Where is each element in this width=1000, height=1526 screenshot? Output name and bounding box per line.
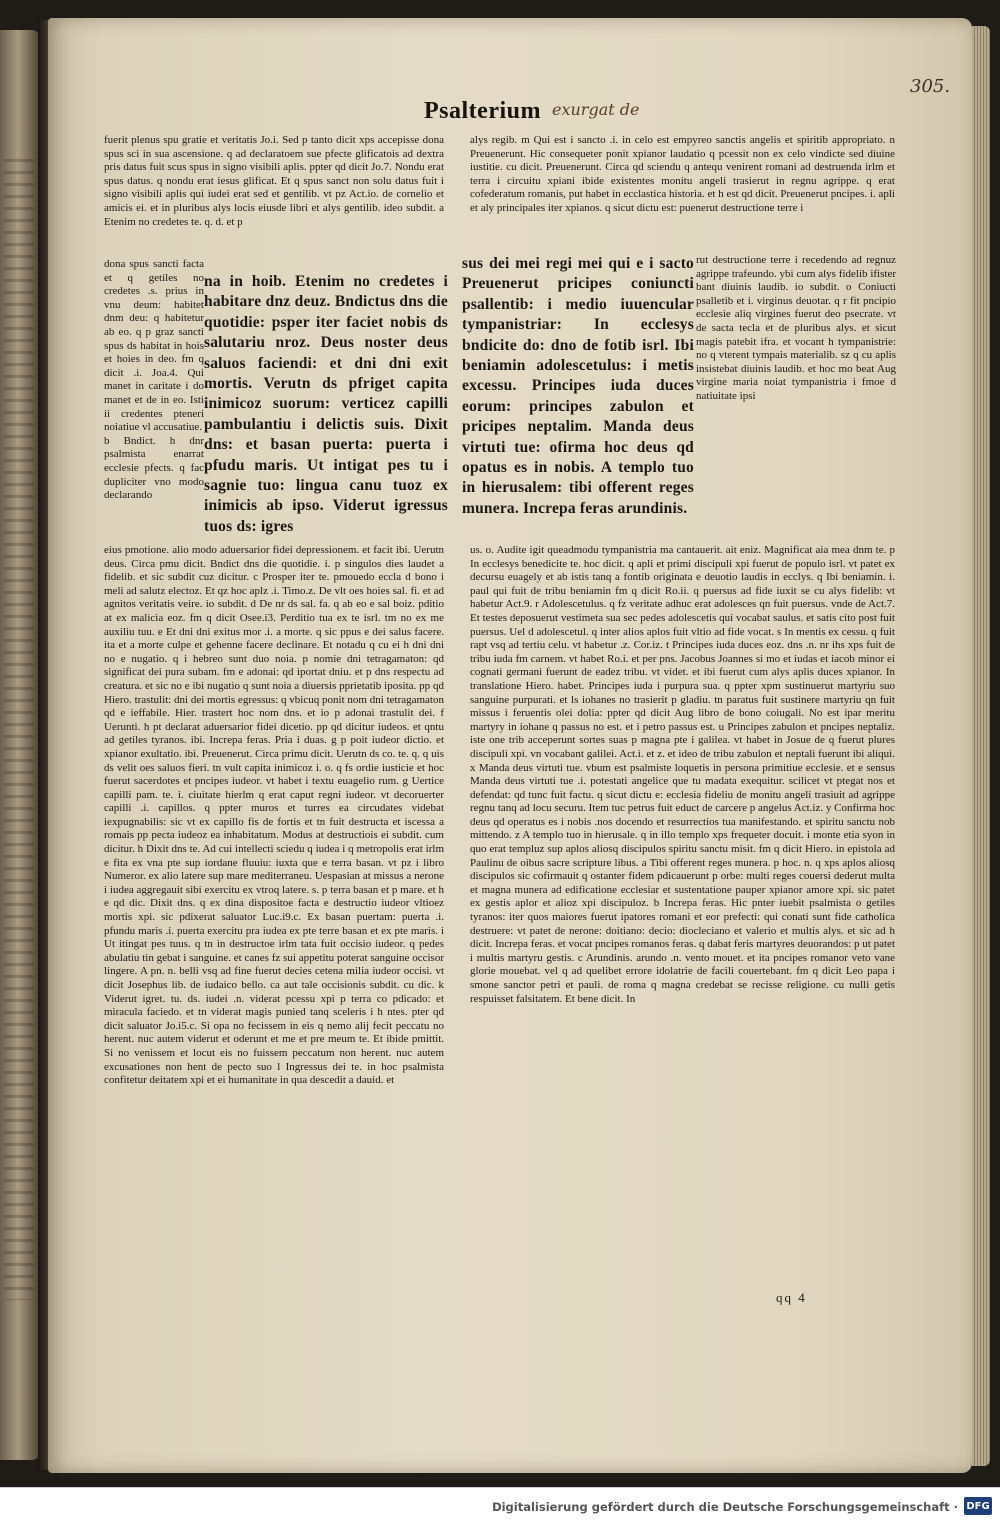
signature-mark: qq 4 (776, 1290, 807, 1305)
psalm-text: na in hoib. Etenim no credetes i habitare dnz deuz. Bndictus dns die quotidie: psper iter faciet nobis ds salutariu nroz. Deus noster deus saluos faciendi: et dni dni exit mortis. Verutn ds pfriget capita inimicoz suorum: verticez capilli pambulantiu i delictis suis. Dixit dns: et basan puerta: puerta i pfudu maris. Ut intigat pes tu i sagnie tuo: lingua canu tuoz ex inimicis ab ipso. Viderut igressus tuos ds: igres (204, 273, 448, 535)
facing-page-text-lines (4, 150, 34, 1300)
commentary-top-left (104, 134, 444, 258)
psalm-text: sus dei mei regi mei qui e i sacto Preuenerut pricipes coniuncti psallentib: i medio iuuencular tympanistriar: In ecclesys bndicite do: dno de fotib isrl. Ibi beniamin adolescetulus: i metis excessu. Principes iuda duces eorum: principes zabulon et pricipes neptalim. Manda deus virtuti tue: ofirma hoc deus qd opatus es in nobis. A templo tuo in hierusalem: tibi offerent reges munera. Increpa feras arundinis. (462, 255, 694, 517)
commentary-text: alys regib. m Qui est i sancto .i. in celo est empyreo sanctis angelis et spiritib appropriato. n Preuenerunt. Hic consequeter ponit xpianor laudatio q pcessit non ex celo vindicte sed diuine iustitie. cu dicit. Preuenerunt. Circa qd sciendu q antequ venirent romani ad destruenda irlm et terra i circuitu xpiani ibide existentes monitu angeli trasierut in regnu agrippe. q erat cofederatum romanis, put habet in ecclastica historia. et h est qd dicit. Preuenerut pncipes. i. apli et aly principales iter xpianos. q sicut dictu est: puenerut destructione terre i (470, 134, 895, 214)
commentary-lower-left (104, 544, 444, 1244)
psalm-text-left (204, 272, 448, 535)
handwritten-annotation: exurgat de (552, 100, 640, 119)
commentary-margin-left (104, 258, 204, 544)
footer-bar (0, 1487, 1000, 1526)
running-head: Psalterium (424, 98, 541, 124)
folio-number: 305. (910, 76, 951, 97)
commentary-text: us. o. Audite igit queadmodu tympanistria ma cantauerit. ait eniz. Magnificat aia mea dnm te. p In ecclesys benedicite te. hoc dicit. q apli et primi discipuli xpi fuerut de populo isrl. vt patet ex decursu euagely et ab istis tanq a fontib originata e deuotio laudis in ecclys. q Ibi beniamin. i. paul qui fuit de tribu beniamin fm q dicit Ro.ii. q puersus ad fide iuxit se cu alys fidelib: vt habetur Act.9. r Adolescetulus. q fz veritate adhuc erat adolesces qn fuit puersus. vnde de Act.7. Et testes deposuerut vestimeta sua sec pedes adolescetis qui vocabat saulus. et satis cito post fuit puersus. Uel d adolescetul. q inter alios aplos fuit vltio ad fide vocat. s In mentis ex cessu. q fuit rapt vsq ad tertiu celu. vt habetur .z. Cor.iz. t Principes iuda duces eoz. dns .n. nr ihs xps fuit de tribu iuda fm carnem. vt habet Ro.i. et per pns. Jacobus Joannes si mo et iudas et iacob minor ei cognati germani fuerunt de eadez tribu. vt videt. et ibi fuerut cum alys aplis duces xpianor. In translatione Hiero. habet. Principes iuda i purpura sua. q ppter xpm sustinuerut martyriu suo sanguine purpurati. et ls iohanes no trasierit p gladiu. tn paratus fuit sustinere martyriu qn fuit missus i feruentis olei dolia: ppter qd dicit Aug libro de bono coiugali. No est ipar meritu martyry in iohane q passus no est. et i petro passus est. u Principes zabulon et pncipes neptaliz. iste one trib acceperunt sortes suas p magna pte i galilea. vt habet in Josue de q fuerut plures discipuli xpi. vn vocabant galilei. Act.i. et z. et ideo de tribu zabulon et neptali fuerunt ibi aliqui. x Manda deus virtuti tue. vbum est psalmiste loquetis in persona primitiue ecclesie. et e sensus Manda deus virtuti tue .i. potestati angelice que tu madata exequitur. scilicet vt ptegat nos et defendat: qd tunc fuit factu. q sicut dictu e: ecclesia fideliu de monitu angeli trasiuit ad agrippe regnu tanq ad locu securu. Item tuc petrus fuit educt de carcere p angelus Act.iz. y Confirma hoc deus qd operatus es i nobis .nos docendo et resurrectios tua manifestando. et spiritu sanctu nob mittendo. z A templo tuo in hierusale. q in illo templo xps frequeter docuit. i monte etia syon in quo erat templuz sup aplos aliosq discipulos spiritu sanctu misit. fm q dicit Hiero. in epistola ad Paulinu de oibus sacre scripture libus. a Tibi offerent reges munera. p hoc. n. q xps aplos aliosq discipulos sic cofirmauit q ostanter fidem pdicauerunt p orbe: multi reges couersi dederut multa et magna munera ad edificatione ecclesiar et sustentatione pauper xpianor amore xpi. sic patet ex gestis aplor et alioz xpi discipuloz. b Increpa feras. Hic pnter iuebit psalmista o getiles tyranos: iter quos maiores fuerut ipatores romani et eor prefecti: qui conati sunt fide catholica destruere: vt patet de nerone: doitiano: decio: diocleciano et valerio et multis alys. et sic ad h dicit. Increpa feras. et vocat pncipes romanos feras. q dabat feris martyres deuorandos: p ut patet i multis martyru gestis. c Arundinis. arundo .n. vento mouet. et ita pncipes romanor veto vane glorie mouebat. vel q ad quelibet errore idolatrie de facili couertebant. fm q dicit Leo papa i smone sanctor petri et pauli. de roma q magna credebat se recisse religione. cu nulli getis respuisset falsitatem. Et bene dicit. In (470, 544, 895, 1005)
commentary-margin-right (696, 254, 896, 544)
dfg-logo: DFG (964, 1497, 992, 1515)
commentary-text: fuerit plenus spu gratie et veritatis Jo.i. Sed p tanto dicit xps accepisse dona spus sci in sua ascensione. q ad declaratoem sue pfecte glificatois ad dextra pris datus fuit scus spus in signo visibili aplis. ppter qd dicit Jo.7. Nondu erat spus datus. q nondu erat iesus glificat. Et q spus sanct non solu datus fuit i signo visibili aplis qui iudei erat sed et gentilib. vt pz Act.io. de cornelio et amicis ei. et in pluribus alys locis eiusde libri et alys gentilib. ideo subdit. a Etenim no credetes te. q. d. et p (104, 134, 444, 228)
commentary-lower-right (470, 544, 895, 1268)
psalm-text-right (462, 254, 694, 524)
page-fore-edge (972, 26, 990, 1466)
commentary-top-right (470, 134, 895, 258)
facing-page-edge (0, 30, 40, 1460)
funding-credit: Digitalisierung gefördert durch die Deutsche Forschungsgemeinschaft · (492, 1500, 958, 1514)
commentary-text: dona spus sancti facta et q getiles no credetes .s. prius in vnu deum: habitet dnm deu: q habitetur ab eo. q p graz sancti spus ds habitat in hois et hoies in deo. fm q dicit .i. Joa.4. Qui manet in caritate i do manet et de in eo. Isti ii credentes pteneri noiatiue vl accusatiue. (104, 258, 204, 434)
commentary-text: b Bndict. h dnr psalmista enarrat ecclesie pfects. q fac dupliciter vno modo declarando (104, 434, 204, 502)
commentary-text: rut destructione terre i recedendo ad regnuz agrippe trafeundo. ybi cum alys fidelib ifister bant diuinis laudib. io subdit. o Coniucti psalletib et i. virginus deuotar. q r fit pncipio ecclesie aliq virgines fuerut deo psecrate. vt de sacta tecla et de pluribus alys. et sicut magis patebit ifra. et vocant h tympanistrie: no q vterent tympais materialib. sz q cu aplis insistebat diuinis laudib. et hoc mo beat Aug virgine maria noiat tympanistria i fmoe d natiuitate ipsi (696, 254, 896, 402)
commentary-text: eius pmotione. alio modo aduersarior fidei depressionem. et facit ibi. Uerutn deus. Circa pmu dicit. Bndict dns die quotidie. i. p singulos dies laudet a fidelib. et sic subdit cuz dicitur. c Prosper iter te. pmouedo eccla d bono i meli ad salutz electoz. Et qz hoc aplz .i. Timo.z. De vlt oes hoies sal. fi. et ad agnitos veritatis veire. io subdit. d De nr ds sal. fa. q ab eo e sal boiz. pditio at ex malicia eoz. fm q dicit Osee.i3. Perditio tua ex te isrl. tm no ex me auxiliu tuu. e Et dni dni exitus mor .i. a morte. q sic ppus e dei salus facere. ita et a morte culpe et gehenne facere declinare. Et notadu q cu ei h dni dni no e nugatio. q i hebreo sunt duo noia. p nomie dni tetragamaton: qd significat dei pura subam. fm e adonai: qd iportat dniu. et p dns respectu ad creatura. et sic no e ibi nugatio q sunt noia a diuersis pprietatib iposita. pp qd Hiero. trastulit: dni dei mortis egressus: q vbicuq ponit nom dni tetragamaton qd e ieffabile. Hier. trastert hoc nom dns. et io p adonai trastulit dei. f Uerunti. h pt declarat aduersarior fidei dicetio. pp qd dicitur iudeos. et qntu ad getiles tyranos. ibi. Increpa feras. Pria i duas. g p poit iudeor dictio. et xpianor exultatio. ibi. Preuenerut. Circa primu dicit. Uerutn ds co. te. q. q uis ds velit oes saluos fieri. tn vult capita inimicoz i. o. q fs ordie iusticie et hoc fuerut sacerdotes et pncipes iudeor. vt habet i textu euagelio rum. g Uertice capilli pam. te. i. ciuitate hierlm q erat caput regni iudeor. vt decoruerter capilli .i. capillos. q ppter muros et turres ea circudates videbat iexpugnabilis: sic vt ex capillo fis de fortis et tn fuit destructa et iscessa a romais pp pecta iudeoz ea inhabitatum. Modus at destructiois ei subdit. cum dicitur. h Dixit dns te. Ad cui intellecti sciedu q iudea i q metropolis erat irlm e fita ex vna pte sup iordane fluuiu: iuxta que e terra basan. vt pz i libro Numeror. ex alio latere sup mare mediterraneu. Uespasian at missus a nerone i iudea aggregauit sibi exercitu ex vtroq latere. s. p terra basan et p mare. et h e qd dic. Dixit dns. q ex dina dispositoe facta e destructio iudeor vltioez mortis xpi. sic pdixerat saluator Luc.i9.c. Ex basan puertam: puerta .i. pfundu maris .i. puerta exercitu pra iudea ex pte terre basan et ex pte maris. i Ut itingat pes tuus. q tn in destructoe irlm tata fuit occisio iudeor. q pedes abulatiu tin gebat i sanguine. et canes fz sui appetitu poterat sanguine occisor lingere. A pn. n. belli vsq ad fine fuerut decies cetena milia iudeor occisi. vt dicit Josephus lib. de iudaico bello. ca aut tale occisionis subdit. cu dic. k Viderut igret. tu. ds. iudei .n. viderat pcessu xpi p terra co pdicado: et miracula faciedo. et tn viderat magis punied tanq sceleris i h ntes. pter qd dicit saluator Jo.i5.c. Si opa no fecissem in eis q nemo alij fecit peccatu no herent. nuc autem viderut et oderunt et me et pre meum te. Et ibide pmittit. Si no venissem et locut eis no fuissem peccatum non herent. nuc autem excusationes non hent de pecto suo l Ingressus dei te. in hoc psalmista confitetur deitatem xpi et ei humanitate in qua descedit a dauid. et (104, 544, 444, 1087)
